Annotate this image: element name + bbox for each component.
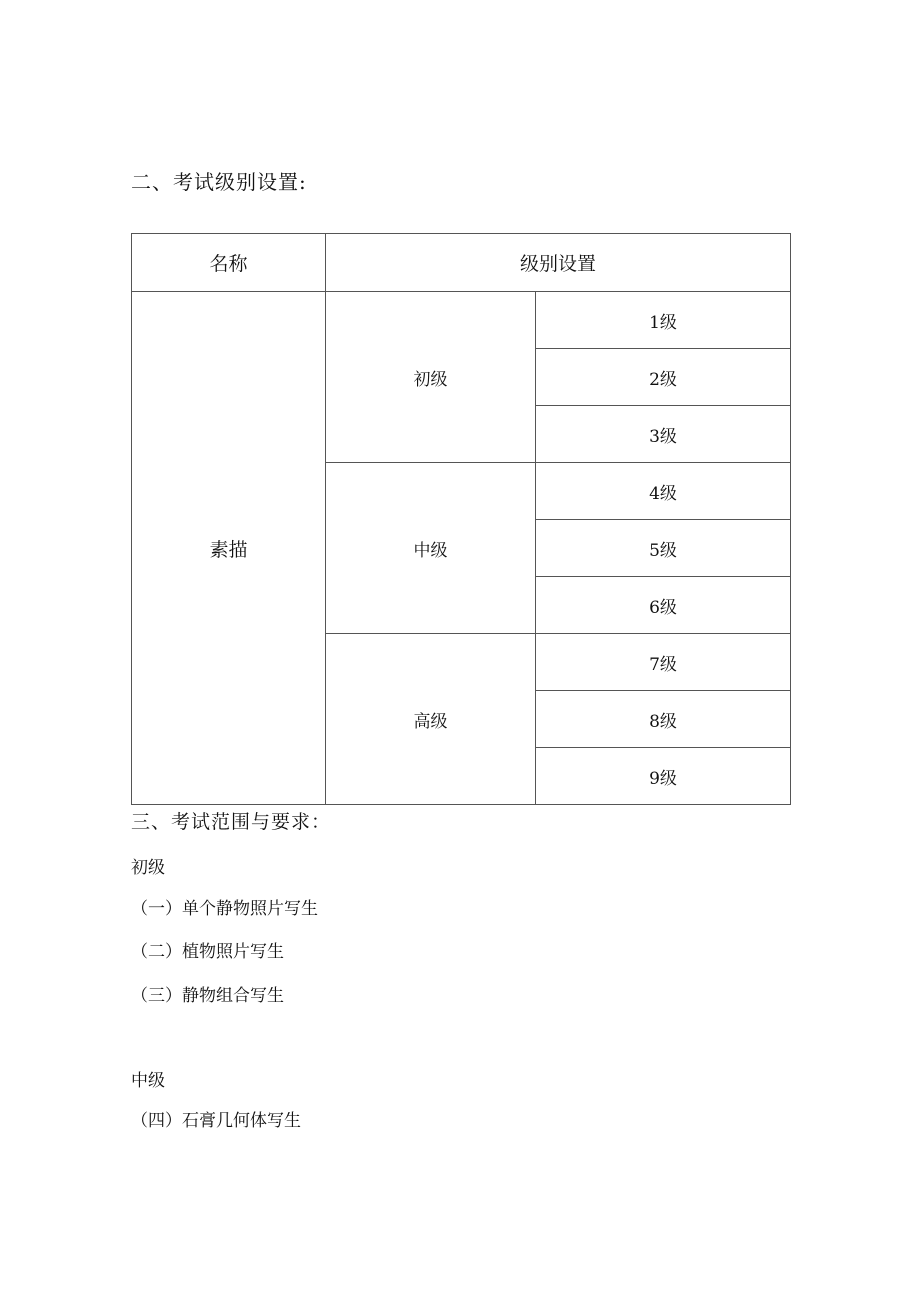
scope-item: （三）静物组合写生 bbox=[131, 986, 284, 1006]
tier-cell-advanced: 高级 bbox=[326, 634, 536, 805]
exam-levels-table bbox=[131, 233, 791, 805]
level-cell: 7级 bbox=[536, 634, 791, 691]
table-row bbox=[132, 292, 791, 349]
header-name-cell: 名称 bbox=[132, 234, 326, 292]
subject-cell: 素描 bbox=[132, 292, 326, 805]
scope-item: （二）植物照片写生 bbox=[131, 942, 284, 962]
section-heading-exam-levels: 二、考试级别设置: bbox=[131, 170, 307, 194]
table-header-row bbox=[132, 234, 791, 292]
scope-label-intermediate: 中级 bbox=[131, 1071, 165, 1091]
scope-item: （四）石膏几何体写生 bbox=[131, 1111, 301, 1131]
level-cell: 1级 bbox=[536, 292, 791, 349]
level-cell: 4级 bbox=[536, 463, 791, 520]
level-cell: 8级 bbox=[536, 691, 791, 748]
section-heading-exam-scope: 三、考试范围与要求： bbox=[131, 811, 332, 833]
scope-item: （一）单个静物照片写生 bbox=[131, 899, 318, 919]
scope-label-beginner: 初级 bbox=[131, 858, 165, 878]
level-cell: 5级 bbox=[536, 520, 791, 577]
level-cell: 2级 bbox=[536, 349, 791, 406]
level-cell: 9级 bbox=[536, 748, 791, 805]
tier-cell-intermediate: 中级 bbox=[326, 463, 536, 634]
tier-cell-beginner: 初级 bbox=[326, 292, 536, 463]
level-cell: 6级 bbox=[536, 577, 791, 634]
header-levels-cell: 级别设置 bbox=[326, 234, 791, 292]
level-cell: 3级 bbox=[536, 406, 791, 463]
